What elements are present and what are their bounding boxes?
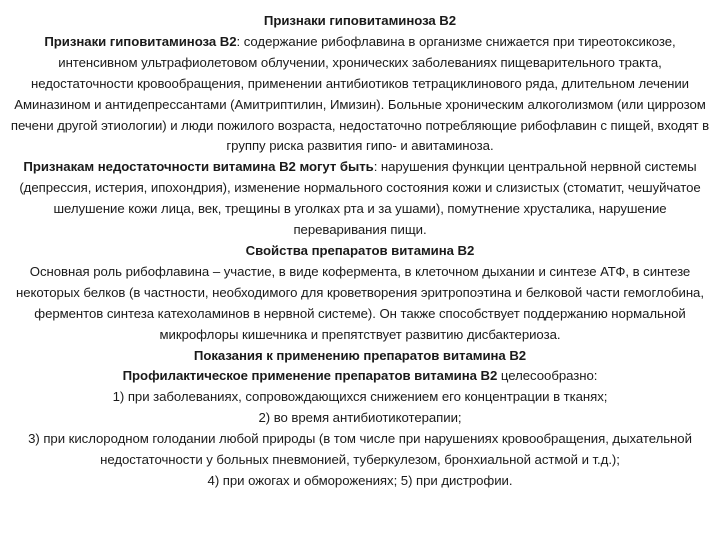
deficiency-signs-text: : нарушения функции центральной нервной системы (депрессия, истерия, ипохондрия), изменение нормального состояния кожи и слизистых (стоматит, чешуйчатое шелушение кожи лица, век, трещины в уголках рта и за ушами), помутнение хрусталика, нарушение переваривания пищи. bbox=[19, 159, 701, 238]
prophylactic-paragraph bbox=[6, 366, 714, 387]
hypovitaminosis-lead: Признаки гиповитаминоза В2 bbox=[44, 33, 237, 49]
hypovitaminosis-paragraph bbox=[6, 32, 714, 157]
indication-item-1: 1) при заболеваниях, сопровождающихся снижением его концентрации в тканях; bbox=[112, 389, 608, 405]
indication-item-2: 2) во время антибиотикотерапии; bbox=[258, 410, 462, 426]
properties-paragraph: Основная роль рибофлавина – участие, в виде кофермента, в клеточном дыхании и синтезе АТФ, в синтезе некоторых белков (в частности, необходимого для кроветворения эритропоэтина и белковой части гемоглобина, ферментов синтеза катехоламинов в нервной системе). Он также способствует поддержанию нормальной микрофлоры кишечника и препятствует развитию дисбактериоза. bbox=[16, 263, 704, 342]
prophylactic-lead: Профилактическое применение препаратов витамина В2 bbox=[122, 368, 498, 384]
page-title: Признаки гиповитаминоза В2 bbox=[263, 13, 457, 28]
indications-heading: Показания к применению препаратов витамина В2 bbox=[193, 347, 527, 363]
indication-item-4: 4) при ожогах и обморожениях; 5) при дистрофии. bbox=[207, 472, 513, 488]
properties-heading: Свойства препаратов витамина В2 bbox=[245, 242, 475, 258]
hypovitaminosis-text: : содержание рибофлавина в организме снижается при тиреотоксикозе, интенсивном ультрафиолетовом облучении, хронических заболеваниях пищеварительного тракта, недостаточности кровообращения, применении антибиотиков тетрациклинового ряда, длительном лечении Аминазином и антидепрессантами (Амитриптилин, Имизин). Больные хроническим алкоголизмом (или циррозом печени другой этиологии) и люди пожилого возраста, недостаточно потребляющие рибофлавин с пищей, входят в группу риска развития гипо- и авитаминоза. bbox=[10, 33, 710, 154]
indication-item-3: 3) при кислородном голодании любой природы (в том числе при нарушениях кровообращения, дыхательной недостаточности у больных пневмонией, туберкулезом, бронхиальной астмой и т.д.); bbox=[28, 431, 692, 468]
deficiency-signs-paragraph bbox=[6, 157, 714, 241]
deficiency-signs-lead: Признакам недостаточности витамина В2 могут быть bbox=[23, 159, 374, 175]
prophylactic-text: целесообразно: bbox=[497, 368, 598, 384]
